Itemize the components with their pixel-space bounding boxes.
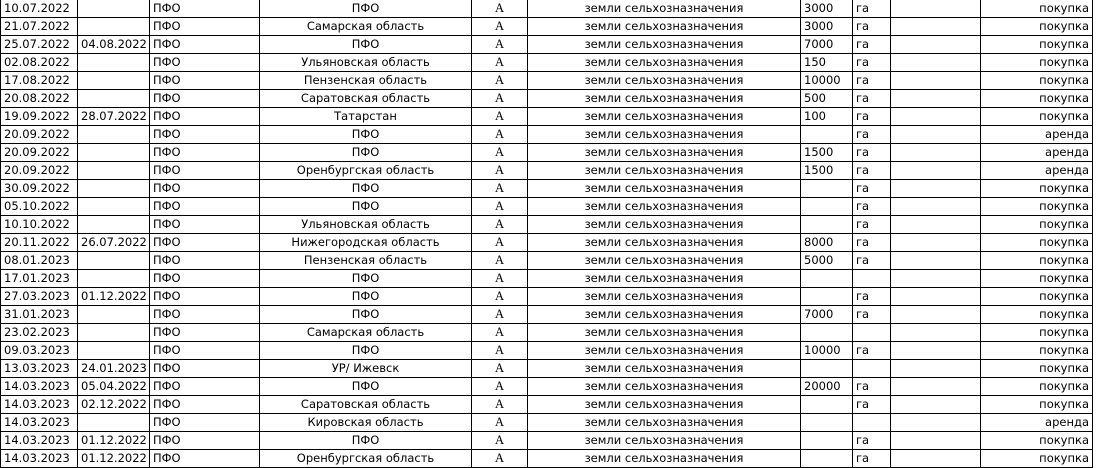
category-cell[interactable]: А [472, 396, 528, 414]
unit-cell[interactable]: га [853, 288, 891, 306]
region-cell[interactable]: ПФО [260, 198, 472, 216]
second-date-cell[interactable] [78, 306, 150, 324]
unit-cell[interactable]: га [853, 432, 891, 450]
land-type-cell[interactable]: земли сельхозназначения [528, 396, 801, 414]
deal-type-cell[interactable]: покупка [981, 270, 1093, 288]
unit-cell[interactable]: га [853, 0, 891, 18]
land-type-cell[interactable]: земли сельхозназначения [528, 414, 801, 432]
table-row [1, 432, 1093, 450]
deal-type-cell[interactable]: покупка [981, 198, 1093, 216]
deal-type-cell[interactable]: покупка [981, 378, 1093, 396]
date-cell[interactable]: 19.09.2022 [1, 108, 78, 126]
area-cell[interactable] [801, 396, 853, 414]
region-cell[interactable]: УР/ Ижевск [260, 360, 472, 378]
deal-type-cell[interactable]: покупка [981, 90, 1093, 108]
deal-type-cell[interactable]: аренда [981, 126, 1093, 144]
land-type-cell[interactable]: земли сельхозназначения [528, 270, 801, 288]
area-cell[interactable]: 1500 [801, 144, 853, 162]
land-type-cell[interactable]: земли сельхозназначения [528, 180, 801, 198]
second-date-cell[interactable] [78, 144, 150, 162]
region-cell[interactable]: ПФО [260, 144, 472, 162]
district-cell[interactable]: ПФО [150, 126, 260, 144]
date-cell[interactable]: 17.08.2022 [1, 72, 78, 90]
second-date-cell[interactable]: 28.07.2022 [78, 108, 150, 126]
date-cell[interactable]: 02.08.2022 [1, 54, 78, 72]
district-cell[interactable]: ПФО [150, 72, 260, 90]
area-cell[interactable] [801, 414, 853, 432]
table-row [1, 450, 1093, 468]
region-cell[interactable]: Ульяновская область [260, 216, 472, 234]
second-date-cell[interactable]: 01.12.2022 [78, 288, 150, 306]
land-type-cell[interactable]: земли сельхозназначения [528, 450, 801, 468]
area-cell[interactable]: 100 [801, 108, 853, 126]
unit-cell[interactable]: га [853, 306, 891, 324]
unit-cell[interactable]: га [853, 144, 891, 162]
region-cell[interactable]: Оренбургская область [260, 450, 472, 468]
second-date-cell[interactable]: 02.12.2022 [78, 396, 150, 414]
category-cell[interactable]: А [472, 270, 528, 288]
table-row [1, 342, 1093, 360]
empty-cell[interactable] [891, 126, 981, 144]
date-cell[interactable]: 09.03.2023 [1, 342, 78, 360]
category-cell[interactable]: А [472, 162, 528, 180]
unit-cell[interactable]: га [853, 72, 891, 90]
area-cell[interactable]: 20000 [801, 378, 853, 396]
land-type-cell[interactable]: земли сельхозназначения [528, 108, 801, 126]
district-cell[interactable]: ПФО [150, 108, 260, 126]
land-type-cell[interactable]: земли сельхозназначения [528, 306, 801, 324]
area-cell[interactable]: 7000 [801, 36, 853, 54]
category-cell[interactable]: А [472, 0, 528, 18]
unit-cell[interactable]: га [853, 450, 891, 468]
district-cell[interactable]: ПФО [150, 342, 260, 360]
empty-cell[interactable] [891, 54, 981, 72]
district-cell[interactable]: ПФО [150, 432, 260, 450]
area-cell[interactable]: 500 [801, 90, 853, 108]
region-cell[interactable]: ПФО [260, 306, 472, 324]
deal-type-cell[interactable]: покупка [981, 234, 1093, 252]
deal-type-cell[interactable]: покупка [981, 216, 1093, 234]
category-cell[interactable]: А [472, 360, 528, 378]
deal-type-cell[interactable]: покупка [981, 450, 1093, 468]
land-type-cell[interactable]: земли сельхозназначения [528, 378, 801, 396]
district-cell[interactable]: ПФО [150, 54, 260, 72]
date-cell[interactable]: 20.09.2022 [1, 126, 78, 144]
empty-cell[interactable] [891, 198, 981, 216]
land-type-cell[interactable]: земли сельхозназначения [528, 18, 801, 36]
table-row [1, 288, 1093, 306]
table-row [1, 90, 1093, 108]
land-type-cell[interactable]: земли сельхозназначения [528, 126, 801, 144]
empty-cell[interactable] [891, 288, 981, 306]
land-type-cell[interactable]: земли сельхозназначения [528, 54, 801, 72]
table-row [1, 324, 1093, 342]
table-row [1, 414, 1093, 432]
region-cell[interactable]: ПФО [260, 342, 472, 360]
land-type-cell[interactable]: земли сельхозназначения [528, 0, 801, 18]
category-cell[interactable]: А [472, 288, 528, 306]
district-cell[interactable]: ПФО [150, 360, 260, 378]
empty-cell[interactable] [891, 216, 981, 234]
table-row [1, 126, 1093, 144]
unit-cell[interactable] [853, 270, 891, 288]
date-cell[interactable]: 31.01.2023 [1, 306, 78, 324]
deal-type-cell[interactable]: аренда [981, 162, 1093, 180]
land-type-cell[interactable]: земли сельхозназначения [528, 90, 801, 108]
land-type-cell[interactable]: земли сельхозназначения [528, 198, 801, 216]
category-cell[interactable]: А [472, 144, 528, 162]
land-type-cell[interactable]: земли сельхозназначения [528, 288, 801, 306]
region-cell[interactable]: Оренбургская область [260, 162, 472, 180]
second-date-cell[interactable] [78, 72, 150, 90]
empty-cell[interactable] [891, 36, 981, 54]
unit-cell[interactable]: га [853, 234, 891, 252]
deal-type-cell[interactable]: покупка [981, 180, 1093, 198]
category-cell[interactable]: А [472, 108, 528, 126]
table-row [1, 396, 1093, 414]
deal-type-cell[interactable]: покупка [981, 360, 1093, 378]
region-cell[interactable]: ПФО [260, 36, 472, 54]
category-cell[interactable]: А [472, 18, 528, 36]
area-cell[interactable] [801, 432, 853, 450]
table-row [1, 234, 1093, 252]
unit-cell[interactable]: га [853, 252, 891, 270]
district-cell[interactable]: ПФО [150, 270, 260, 288]
table-row [1, 252, 1093, 270]
date-cell[interactable]: 14.03.2023 [1, 414, 78, 432]
second-date-cell[interactable] [78, 270, 150, 288]
land-type-cell[interactable]: земли сельхозназначения [528, 72, 801, 90]
deal-type-cell[interactable]: аренда [981, 144, 1093, 162]
land-type-cell[interactable]: земли сельхозназначения [528, 162, 801, 180]
date-cell[interactable]: 10.10.2022 [1, 216, 78, 234]
district-cell[interactable]: ПФО [150, 18, 260, 36]
district-cell[interactable]: ПФО [150, 396, 260, 414]
deal-type-cell[interactable]: покупка [981, 54, 1093, 72]
district-cell[interactable]: ПФО [150, 324, 260, 342]
region-cell[interactable]: ПФО [260, 126, 472, 144]
date-cell[interactable]: 25.07.2022 [1, 36, 78, 54]
empty-cell[interactable] [891, 18, 981, 36]
date-cell[interactable]: 21.07.2022 [1, 18, 78, 36]
category-cell[interactable]: А [472, 414, 528, 432]
deal-type-cell[interactable]: покупка [981, 288, 1093, 306]
category-cell[interactable]: А [472, 54, 528, 72]
district-cell[interactable]: ПФО [150, 378, 260, 396]
unit-cell[interactable] [853, 324, 891, 342]
empty-cell[interactable] [891, 90, 981, 108]
district-cell[interactable]: ПФО [150, 90, 260, 108]
district-cell[interactable]: ПФО [150, 198, 260, 216]
table-row [1, 360, 1093, 378]
deal-type-cell[interactable]: покупка [981, 396, 1093, 414]
unit-cell[interactable]: га [853, 162, 891, 180]
unit-cell[interactable]: га [853, 18, 891, 36]
table-row [1, 54, 1093, 72]
region-cell[interactable]: ПФО [260, 378, 472, 396]
deal-type-cell[interactable]: аренда [981, 414, 1093, 432]
category-cell[interactable]: А [472, 252, 528, 270]
table-row [1, 216, 1093, 234]
region-cell[interactable]: Саратовская область [260, 90, 472, 108]
deal-type-cell[interactable]: покупка [981, 342, 1093, 360]
deal-type-cell[interactable]: покупка [981, 108, 1093, 126]
date-cell[interactable]: 30.09.2022 [1, 180, 78, 198]
category-cell[interactable]: А [472, 306, 528, 324]
area-cell[interactable]: 7000 [801, 306, 853, 324]
empty-cell[interactable] [891, 396, 981, 414]
land-type-cell[interactable]: земли сельхозназначения [528, 234, 801, 252]
date-cell[interactable]: 20.08.2022 [1, 90, 78, 108]
empty-cell[interactable] [891, 306, 981, 324]
area-cell[interactable] [801, 270, 853, 288]
category-cell[interactable]: А [472, 450, 528, 468]
second-date-cell[interactable] [78, 252, 150, 270]
unit-cell[interactable]: га [853, 90, 891, 108]
empty-cell[interactable] [891, 414, 981, 432]
second-date-cell[interactable] [78, 216, 150, 234]
region-cell[interactable]: ПФО [260, 270, 472, 288]
unit-cell[interactable]: га [853, 378, 891, 396]
area-cell[interactable]: 3000 [801, 18, 853, 36]
district-cell[interactable]: ПФО [150, 234, 260, 252]
unit-cell[interactable]: га [853, 180, 891, 198]
date-cell[interactable]: 13.03.2023 [1, 360, 78, 378]
category-cell[interactable]: А [472, 342, 528, 360]
category-cell[interactable]: А [472, 432, 528, 450]
deal-type-cell[interactable]: покупка [981, 72, 1093, 90]
district-cell[interactable]: ПФО [150, 144, 260, 162]
unit-cell[interactable]: га [853, 54, 891, 72]
table-row [1, 162, 1093, 180]
land-type-cell[interactable]: земли сельхозназначения [528, 252, 801, 270]
empty-cell[interactable] [891, 450, 981, 468]
land-type-cell[interactable]: земли сельхозназначения [528, 324, 801, 342]
land-type-cell[interactable]: земли сельхозназначения [528, 360, 801, 378]
second-date-cell[interactable] [78, 198, 150, 216]
table-row [1, 270, 1093, 288]
district-cell[interactable]: ПФО [150, 162, 260, 180]
second-date-cell[interactable] [78, 126, 150, 144]
second-date-cell[interactable]: 01.12.2022 [78, 432, 150, 450]
empty-cell[interactable] [891, 144, 981, 162]
area-cell[interactable] [801, 216, 853, 234]
land-type-cell[interactable]: земли сельхозназначения [528, 342, 801, 360]
region-cell[interactable]: ПФО [260, 288, 472, 306]
deal-type-cell[interactable]: покупка [981, 36, 1093, 54]
region-cell[interactable]: ПФО [260, 432, 472, 450]
region-cell[interactable]: Нижегородская область [260, 234, 472, 252]
second-date-cell[interactable] [78, 324, 150, 342]
area-cell[interactable]: 3000 [801, 0, 853, 18]
date-cell[interactable]: 08.01.2023 [1, 252, 78, 270]
region-cell[interactable]: Кировская область [260, 414, 472, 432]
table-row [1, 198, 1093, 216]
empty-cell[interactable] [891, 324, 981, 342]
second-date-cell[interactable] [78, 18, 150, 36]
unit-cell[interactable]: га [853, 198, 891, 216]
table-row [1, 0, 1093, 18]
table-row [1, 72, 1093, 90]
unit-cell[interactable]: га [853, 126, 891, 144]
region-cell[interactable]: Пензенская область [260, 72, 472, 90]
category-cell[interactable]: А [472, 180, 528, 198]
category-cell[interactable]: А [472, 90, 528, 108]
second-date-cell[interactable]: 05.04.2022 [78, 378, 150, 396]
region-cell[interactable]: Саратовская область [260, 396, 472, 414]
area-cell[interactable] [801, 360, 853, 378]
area-cell[interactable] [801, 180, 853, 198]
area-cell[interactable] [801, 126, 853, 144]
date-cell[interactable]: 10.07.2022 [1, 0, 78, 18]
second-date-cell[interactable]: 24.01.2023 [78, 360, 150, 378]
table-row [1, 108, 1093, 126]
date-cell[interactable]: 05.10.2022 [1, 198, 78, 216]
deal-type-cell[interactable]: покупка [981, 18, 1093, 36]
date-cell[interactable]: 20.11.2022 [1, 234, 78, 252]
area-cell[interactable]: 5000 [801, 252, 853, 270]
land-type-cell[interactable]: земли сельхозназначения [528, 432, 801, 450]
district-cell[interactable]: ПФО [150, 216, 260, 234]
area-cell[interactable]: 1500 [801, 162, 853, 180]
empty-cell[interactable] [891, 432, 981, 450]
date-cell[interactable]: 17.01.2023 [1, 270, 78, 288]
date-cell[interactable]: 20.09.2022 [1, 162, 78, 180]
second-date-cell[interactable]: 04.08.2022 [78, 36, 150, 54]
region-cell[interactable]: Ульяновская область [260, 54, 472, 72]
category-cell[interactable]: А [472, 36, 528, 54]
area-cell[interactable]: 10000 [801, 342, 853, 360]
land-type-cell[interactable]: земли сельхозназначения [528, 216, 801, 234]
empty-cell[interactable] [891, 342, 981, 360]
deal-type-cell[interactable]: покупка [981, 324, 1093, 342]
second-date-cell[interactable] [78, 54, 150, 72]
district-cell[interactable]: ПФО [150, 0, 260, 18]
area-cell[interactable] [801, 198, 853, 216]
empty-cell[interactable] [891, 162, 981, 180]
district-cell[interactable]: ПФО [150, 36, 260, 54]
category-cell[interactable]: А [472, 198, 528, 216]
region-cell[interactable]: Пензенская область [260, 252, 472, 270]
category-cell[interactable]: А [472, 216, 528, 234]
area-cell[interactable] [801, 324, 853, 342]
district-cell[interactable]: ПФО [150, 450, 260, 468]
deal-type-cell[interactable]: покупка [981, 306, 1093, 324]
land-type-cell[interactable]: земли сельхозназначения [528, 36, 801, 54]
area-cell[interactable] [801, 450, 853, 468]
region-cell[interactable]: Самарская область [260, 18, 472, 36]
category-cell[interactable]: А [472, 324, 528, 342]
district-cell[interactable]: ПФО [150, 180, 260, 198]
unit-cell[interactable]: га [853, 216, 891, 234]
date-cell[interactable]: 14.03.2023 [1, 432, 78, 450]
area-cell[interactable]: 10000 [801, 72, 853, 90]
deal-type-cell[interactable]: покупка [981, 0, 1093, 18]
district-cell[interactable]: ПФО [150, 306, 260, 324]
area-cell[interactable]: 150 [801, 54, 853, 72]
spreadsheet-body [1, 0, 1093, 468]
unit-cell[interactable] [853, 360, 891, 378]
district-cell[interactable]: ПФО [150, 252, 260, 270]
category-cell[interactable]: А [472, 126, 528, 144]
district-cell[interactable]: ПФО [150, 288, 260, 306]
unit-cell[interactable]: га [853, 108, 891, 126]
empty-cell[interactable] [891, 234, 981, 252]
second-date-cell[interactable] [78, 0, 150, 18]
deal-type-cell[interactable]: покупка [981, 432, 1093, 450]
category-cell[interactable]: А [472, 72, 528, 90]
date-cell[interactable]: 14.03.2023 [1, 378, 78, 396]
date-cell[interactable]: 14.03.2023 [1, 450, 78, 468]
table-row [1, 36, 1093, 54]
region-cell[interactable]: ПФО [260, 180, 472, 198]
empty-cell[interactable] [891, 0, 981, 18]
date-cell[interactable]: 14.03.2023 [1, 396, 78, 414]
second-date-cell[interactable]: 01.12.2022 [78, 450, 150, 468]
empty-cell[interactable] [891, 360, 981, 378]
region-cell[interactable]: Самарская область [260, 324, 472, 342]
unit-cell[interactable]: га [853, 342, 891, 360]
second-date-cell[interactable] [78, 414, 150, 432]
second-date-cell[interactable] [78, 90, 150, 108]
table-row [1, 144, 1093, 162]
empty-cell[interactable] [891, 270, 981, 288]
table-row [1, 378, 1093, 396]
category-cell[interactable]: А [472, 234, 528, 252]
empty-cell[interactable] [891, 72, 981, 90]
area-cell[interactable]: 8000 [801, 234, 853, 252]
date-cell[interactable]: 27.03.2023 [1, 288, 78, 306]
region-cell[interactable]: Татарстан [260, 108, 472, 126]
unit-cell[interactable]: га [853, 36, 891, 54]
table-row [1, 306, 1093, 324]
second-date-cell[interactable]: 26.07.2022 [78, 234, 150, 252]
empty-cell[interactable] [891, 108, 981, 126]
empty-cell[interactable] [891, 378, 981, 396]
land-type-cell[interactable]: земли сельхозназначения [528, 144, 801, 162]
deal-type-cell[interactable]: покупка [981, 252, 1093, 270]
district-cell[interactable]: ПФО [150, 414, 260, 432]
empty-cell[interactable] [891, 252, 981, 270]
second-date-cell[interactable] [78, 342, 150, 360]
table-row [1, 180, 1093, 198]
category-cell[interactable]: А [472, 378, 528, 396]
date-cell[interactable]: 20.09.2022 [1, 144, 78, 162]
region-cell[interactable]: ПФО [260, 0, 472, 18]
unit-cell[interactable]: га [853, 396, 891, 414]
second-date-cell[interactable] [78, 180, 150, 198]
table-row [1, 18, 1093, 36]
date-cell[interactable]: 23.02.2023 [1, 324, 78, 342]
empty-cell[interactable] [891, 180, 981, 198]
second-date-cell[interactable] [78, 162, 150, 180]
unit-cell[interactable] [853, 414, 891, 432]
area-cell[interactable] [801, 288, 853, 306]
